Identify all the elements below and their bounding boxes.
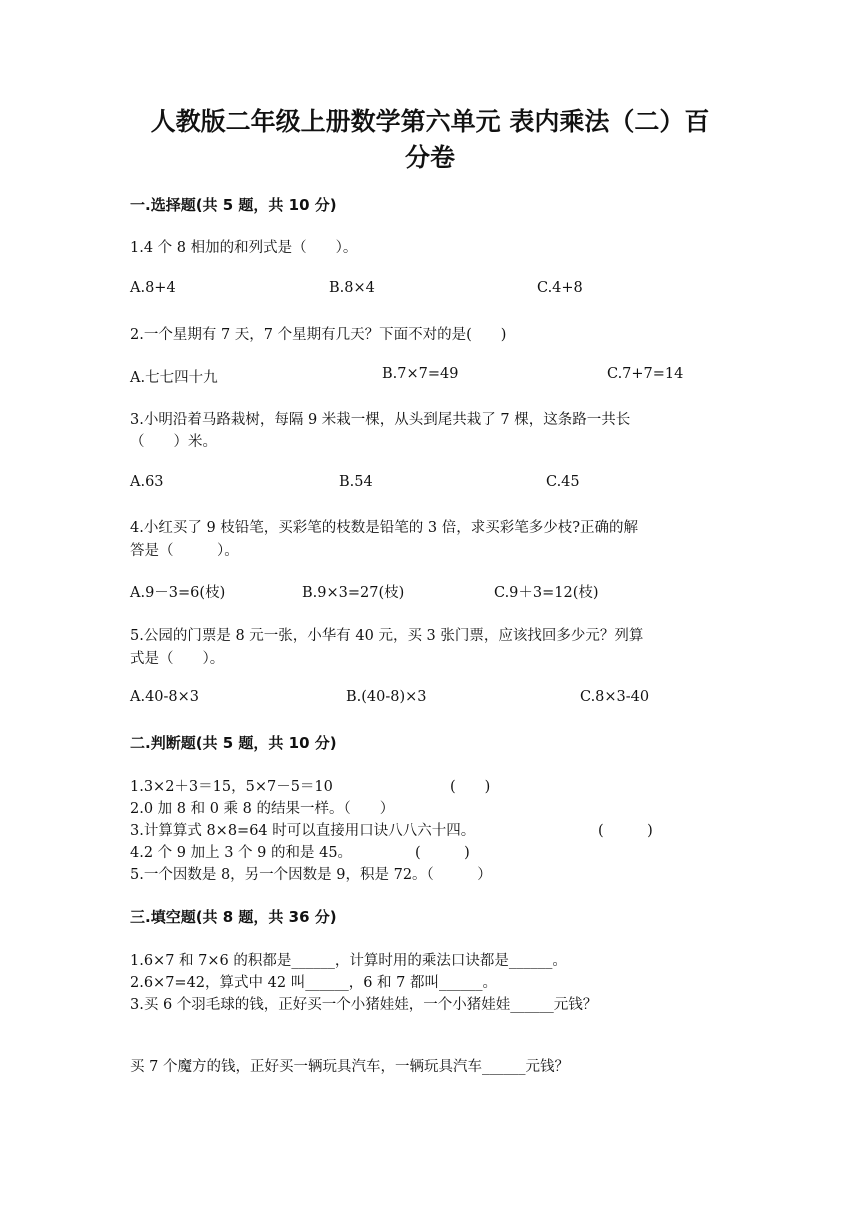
question-5-line-2: 式是（ ）。 [130,651,225,667]
q2-option-b: B.7×7=49 [382,366,459,382]
q4-option-c: C.9＋3=12(枝) [494,585,599,601]
q4-option-b: B.9×3=27(枝) [302,585,405,601]
q5-option-a: A.40-8×3 [130,689,200,705]
question-4-line-2: 答是（ ）。 [130,543,239,559]
q4-option-a: A.9－3=6(枝) [130,585,226,601]
q3-option-c: C.45 [546,474,580,490]
q3-option-b: B.54 [339,474,373,490]
question-5-line-1: 5.公园的门票是 8 元一张，小华有 40 元，买 3 张门票，应该找回多少元？列算 [130,628,644,644]
title-line-1: 人教版二年级上册数学第六单元 表内乘法（二）百 [150,107,710,136]
question-4-line-1: 4.小红买了 9 枝铅笔，买彩笔的枝数是铅笔的 3 倍，求买彩笔多少枝?正确的解 [130,520,638,536]
judgement-2: 2.0 加 8 和 0 乘 8 的结果一样。（ ） [130,801,395,817]
section-heading-judgement: 二.判断题(共 5 题，共 10 分) [130,734,337,752]
section-heading-fill-blank: 三.填空题(共 8 题，共 36 分) [130,908,337,926]
title-line-2: 分卷 [404,143,455,172]
judgement-4-paren: ( ) [415,845,470,861]
section-heading-choice: 一.选择题(共 5 题，共 10 分) [130,196,337,214]
question-2: 2.一个星期有 7 天，7 个星期有几天？下面不对的是( ) [130,327,507,343]
q1-option-b: B.8×4 [329,280,375,296]
question-3-line-2: （ ）米。 [130,434,217,450]
fill-blank-3-extra: 买 7 个魔方的钱，正好买一辆玩具汽车，一辆玩具汽车______元钱？ [130,1059,569,1075]
q1-option-c: C.4+8 [537,280,583,296]
judgement-3-paren: ( ) [598,823,653,839]
judgement-5: 5.一个因数是 8，另一个因数是 9，积是 72。（ ） [130,867,492,883]
question-1: 1.4 个 8 相加的和列式是（ ）。 [130,240,358,256]
judgement-4: 4.2 个 9 加上 3 个 9 的和是 45。 [130,845,353,861]
q5-option-b: B.(40-8)×3 [346,689,427,705]
q2-option-a: A.七七四十九 [130,370,218,386]
q5-option-c: C.8×3-40 [580,689,650,705]
q1-option-a: A.8+4 [130,280,176,296]
judgement-1-paren: ( ) [450,779,491,795]
fill-blank-1: 1.6×7 和 7×6 的积都是______，计算时用的乘法口诀都是______。 [130,953,567,969]
q3-option-a: A.63 [130,474,164,490]
fill-blank-2: 2.6×7=42，算式中 42 叫______，6 和 7 都叫______。 [130,975,497,991]
fill-blank-3: 3.买 6 个羽毛球的钱，正好买一个小猪娃娃，一个小猪娃娃______元钱？ [130,997,598,1013]
question-3-line-1: 3.小明沿着马路栽树，每隔 9 米栽一棵，从头到尾共栽了 7 棵，这条路一共长 [130,412,631,428]
judgement-3: 3.计算算式 8×8=64 时可以直接用口诀八八六十四。 [130,823,476,839]
judgement-1: 1.3×2＋3＝15，5×7－5＝10 [130,779,333,795]
page-title [120,104,740,176]
q2-option-c: C.7+7=14 [607,366,684,382]
